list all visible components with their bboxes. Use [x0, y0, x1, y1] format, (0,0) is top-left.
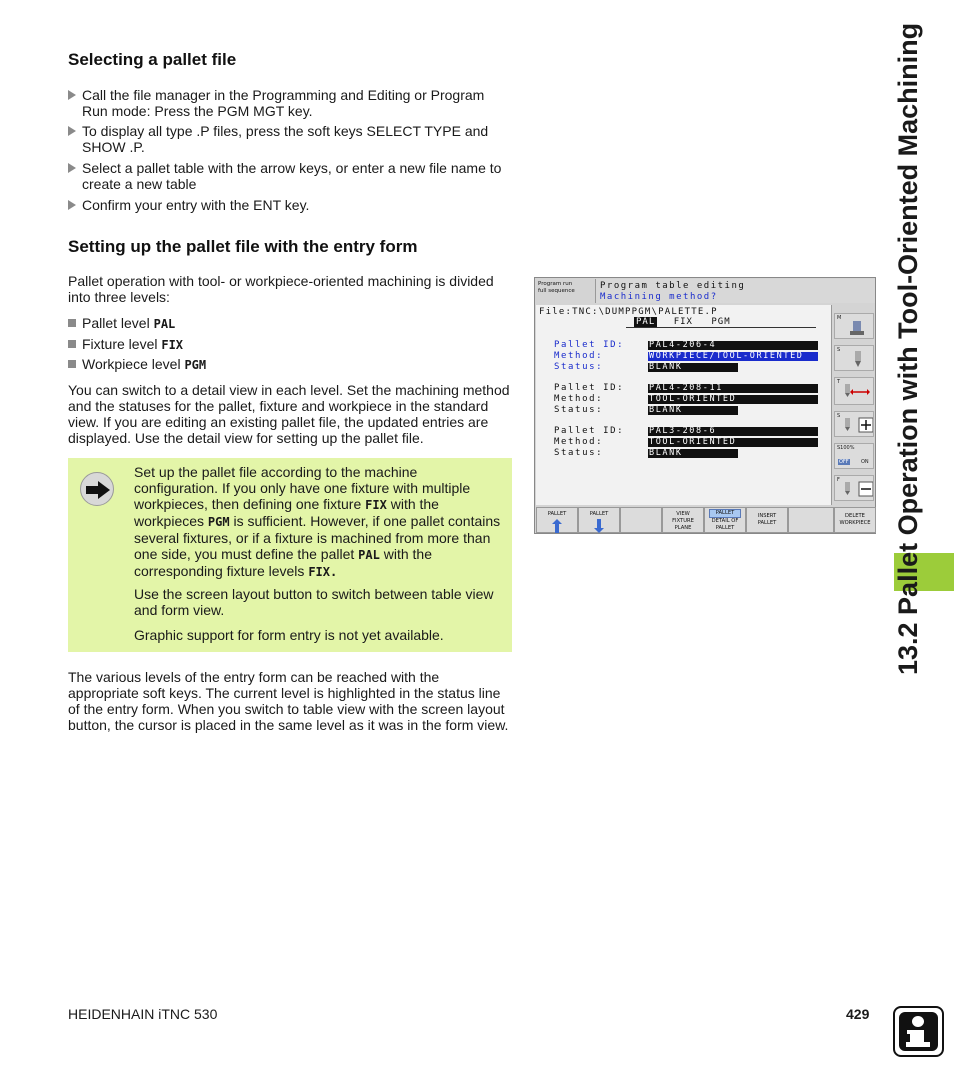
softkey-label: WORKPIECE	[839, 520, 871, 526]
note-paragraph-2: Use the screen layout button to switch between table view and form view.	[134, 586, 494, 618]
note-code: FIX	[365, 498, 387, 512]
softkey-label: DETAIL OF	[711, 518, 739, 524]
note-paragraph-1	[134, 464, 502, 580]
levels-paragraph: The various levels of the entry form can be reached with the appropriate soft keys. The current level is highlighted in the status line of the entry form. When you switch to table view with the screen layout button, the cursor is placed in the same level as it was in the form view.	[68, 669, 509, 733]
field-label: Status:	[554, 362, 604, 372]
softkey-bar	[536, 507, 876, 533]
softkey-pallet-detail[interactable]	[704, 507, 746, 533]
side-label: F	[837, 477, 840, 483]
field-value-selected[interactable]: WORKPIECE/TOOL-ORIENTED	[648, 352, 818, 361]
softkey-label: FIXTURE	[672, 518, 694, 524]
note-paragraph-3: Graphic support for form entry is not yet available.	[134, 627, 444, 643]
chapter-side-title: 13.2 Pallet Operation with Tool-Oriented Machining	[893, 22, 923, 675]
softkey-label: INSERT	[757, 513, 777, 519]
square-bullet-icon	[68, 340, 76, 348]
note-code: FIX.	[308, 565, 338, 579]
spindle-icon	[847, 319, 867, 337]
side-label: S100%	[837, 445, 855, 451]
softkey-empty[interactable]	[620, 507, 662, 533]
softkey-label: PALLET	[547, 511, 567, 517]
tool-change-icon	[841, 382, 871, 402]
screen-divider	[831, 305, 832, 505]
step-text: Call the file manager in the Programming and Editing or Program Run mode: Press the PGM MGT key.	[82, 87, 485, 119]
field-label: Method:	[554, 394, 604, 404]
side-button-f[interactable]	[834, 475, 874, 501]
level-label: Pallet level	[82, 315, 154, 331]
softkey-label: VIEW	[676, 511, 690, 517]
minus-icon	[843, 480, 873, 500]
softkey-pallet-up[interactable]	[536, 507, 578, 533]
softkey-pallet-down[interactable]	[578, 507, 620, 533]
side-label: T	[837, 379, 841, 385]
screen-mode-indicator	[536, 279, 594, 303]
side-label: M	[837, 315, 842, 321]
softkey-label: PALLET	[589, 511, 609, 517]
side-label: S	[837, 347, 841, 353]
side-button-t[interactable]	[834, 377, 874, 405]
step-text: Select a pallet table with the arrow keys, or enter a new file name to create a new table	[82, 160, 502, 192]
note-code: PAL	[358, 548, 380, 562]
arrow-down-icon	[594, 519, 604, 533]
level-label: Workpiece level	[82, 356, 185, 372]
square-bullet-icon	[68, 319, 76, 327]
level-item-workpiece	[68, 356, 206, 373]
section-heading-selecting: Selecting a pallet file	[68, 50, 237, 69]
mode-line: Program run	[538, 281, 573, 287]
field-label: Method:	[554, 437, 604, 447]
field-value[interactable]: TOOL-ORIENTED	[648, 438, 818, 447]
side-label: S	[837, 413, 841, 419]
info-icon	[893, 1006, 944, 1057]
softkey-delete-workpiece[interactable]	[834, 507, 876, 533]
side-button-s[interactable]	[834, 345, 874, 371]
field-label: Pallet ID:	[554, 426, 625, 436]
softkey-label: PALLET	[757, 520, 777, 526]
note-box	[68, 458, 512, 652]
softkey-label: DELETE	[845, 513, 865, 519]
mode-line: full sequence	[538, 288, 575, 294]
tool-icon	[849, 351, 869, 369]
step-item	[68, 160, 508, 192]
level-item-fixture	[68, 336, 183, 353]
field-value[interactable]: PAL4-208-11	[648, 384, 818, 393]
level-code: FIX	[161, 338, 184, 352]
step-item	[68, 123, 508, 155]
field-value[interactable]: BLANK	[648, 449, 738, 458]
off-label[interactable]: OFF	[839, 459, 849, 465]
note-text: is sufficient. However, if one pallet contains several fixtures, or if a fixture is machined from more than one side, you must define the pallet	[134, 513, 501, 562]
tnc-screenshot	[534, 277, 876, 534]
screen-header	[595, 279, 875, 303]
softkey-empty[interactable]	[788, 507, 834, 533]
tab-underline	[626, 327, 816, 328]
step-item	[68, 197, 508, 213]
footer-product: HEIDENHAIN iTNC 530	[68, 1006, 218, 1022]
field-value[interactable]: BLANK	[648, 406, 738, 415]
softkey-view-fixture-plane[interactable]	[662, 507, 704, 533]
note-text: with the workpieces	[134, 496, 439, 529]
screen-side-panel	[833, 305, 875, 505]
tab-pal[interactable]: PAL	[636, 317, 656, 327]
note-text: with the corresponding fixture levels	[134, 546, 432, 579]
square-bullet-icon	[68, 360, 76, 368]
softkey-label: PALLET	[715, 525, 735, 531]
field-label: Pallet ID:	[554, 383, 625, 393]
level-code: PAL	[153, 317, 176, 331]
step-text: Confirm your entry with the ENT key.	[82, 197, 310, 213]
arrow-up-icon	[552, 519, 562, 533]
triangle-bullet-icon	[68, 90, 76, 100]
field-value[interactable]: PAL3-208-6	[648, 427, 818, 436]
field-value[interactable]: PAL4-206-4	[648, 341, 818, 350]
field-value[interactable]: BLANK	[648, 363, 738, 372]
level-code: PGM	[184, 358, 207, 372]
side-button-m[interactable]	[834, 313, 874, 339]
screen-subtitle: Machining method?	[600, 292, 718, 302]
intro-paragraph: Pallet operation with tool- or workpiece-oriented machining is divided into three levels:	[68, 273, 494, 305]
arrow-right-icon	[80, 472, 114, 506]
note-text: Set up the pallet file according to the machine configuration. If you only have one fixture with multiple workpieces, then defining one fixture	[134, 464, 471, 512]
softkey-insert-pallet[interactable]	[746, 507, 788, 533]
tab-pgm[interactable]: PGM	[711, 317, 731, 327]
plus-icon	[843, 416, 873, 436]
tab-fix[interactable]: FIX	[673, 317, 693, 327]
on-label[interactable]: ON	[861, 459, 869, 465]
triangle-bullet-icon	[68, 163, 76, 173]
screen-form-area	[536, 305, 831, 505]
level-label: Fixture level	[82, 336, 162, 352]
step-item	[68, 87, 508, 119]
step-text: To display all type .P files, press the soft keys SELECT TYPE and SHOW .P.	[82, 123, 489, 155]
field-label: Status:	[554, 405, 604, 415]
field-value[interactable]: TOOL-ORIENTED	[648, 395, 818, 404]
screen-title: Program table editing	[600, 281, 746, 291]
section-heading-entry-form: Setting up the pallet file with the entry form	[68, 237, 418, 256]
field-label: Method:	[554, 351, 604, 361]
screen-level-tabs	[634, 317, 731, 327]
softkey-label: PLANE	[674, 525, 692, 531]
page-number: 429	[846, 1006, 870, 1022]
note-code: PGM	[207, 515, 230, 529]
level-item-pallet	[68, 315, 175, 332]
triangle-bullet-icon	[68, 126, 76, 136]
detail-view-paragraph: You can switch to a detail view in each level. Set the machining method and the statuses for the pallet, fixture and workpiece in the standard view. If you are editing an existing pallet file, the updated entries are displayed. Use the detail view for setting up the pallet file.	[68, 382, 510, 446]
side-button-override[interactable]	[834, 443, 874, 469]
softkey-label: PALLET	[709, 509, 741, 518]
screen-file-path: File:TNC:\DUMPPGM\PALETTE.P	[539, 307, 718, 317]
field-label: Pallet ID:	[554, 340, 625, 350]
side-button-s-plus[interactable]	[834, 411, 874, 437]
triangle-bullet-icon	[68, 200, 76, 210]
field-label: Status:	[554, 448, 604, 458]
